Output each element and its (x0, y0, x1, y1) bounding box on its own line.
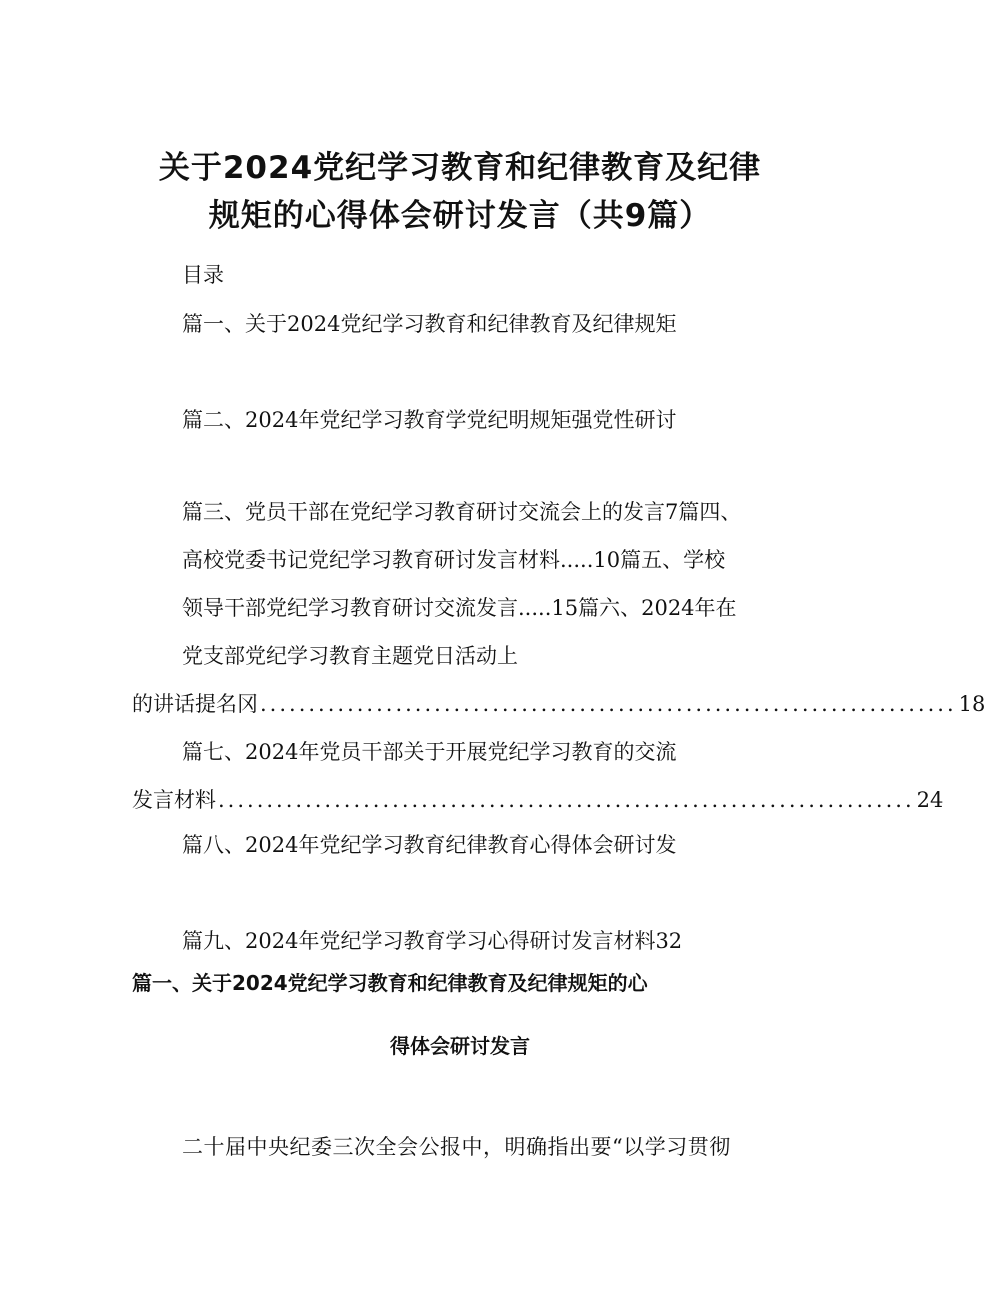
toc-dot-leader: ........................................................................ (218, 788, 915, 812)
toc-item-3[interactable]: 篇三、党员干部在党纪学习教育研讨交流会上的发言7篇四、 (182, 500, 742, 524)
toc-item-9[interactable]: 篇九、2024年党纪学习教育学习心得研讨发言材料32 (182, 929, 683, 953)
toc-item-6[interactable]: 党支部党纪学习教育主题党日活动上 (182, 644, 518, 668)
toc-item-7-continuation[interactable] (132, 786, 944, 814)
section-heading-line-2: 得体会研讨发言 (390, 1034, 530, 1058)
toc-page-number: 24 (916, 788, 944, 812)
toc-page-number: 18 (958, 692, 985, 716)
toc-dot-leader: ........................................................................ (260, 692, 957, 716)
body-paragraph: 二十届中央纪委三次全会公报中，明确指出要“以学习贯彻 (182, 1135, 731, 1159)
toc-item-6-continuation[interactable] (132, 690, 985, 718)
toc-heading: 目录 (182, 263, 224, 287)
toc-item-4[interactable]: 高校党委书记党纪学习教育研讨发言材料.....10篇五、学校 (182, 548, 726, 572)
document-title-line-1: 关于2024党纪学习教育和纪律教育及纪律 (158, 150, 762, 186)
section-heading-line-1: 篇一、关于2024党纪学习教育和纪律教育及纪律规矩的心 (132, 971, 648, 995)
toc-item-2[interactable]: 篇二、2024年党纪学习教育学党纪明规矩强党性研讨 (182, 408, 677, 432)
toc-item-1[interactable]: 篇一、关于2024党纪学习教育和纪律教育及纪律规矩 (182, 312, 677, 336)
toc-item-6-text: 的讲话提名冈 (132, 692, 258, 716)
toc-item-5[interactable]: 领导干部党纪学习教育研讨交流发言.....15篇六、2024年在 (182, 596, 737, 620)
toc-item-7-text: 发言材料 (132, 788, 216, 812)
toc-item-7[interactable]: 篇七、2024年党员干部关于开展党纪学习教育的交流 (182, 740, 677, 764)
toc-item-8[interactable]: 篇八、2024年党纪学习教育纪律教育心得体会研讨发 (182, 833, 677, 857)
document-title-line-2: 规矩的心得体会研讨发言（共9篇） (208, 198, 712, 234)
